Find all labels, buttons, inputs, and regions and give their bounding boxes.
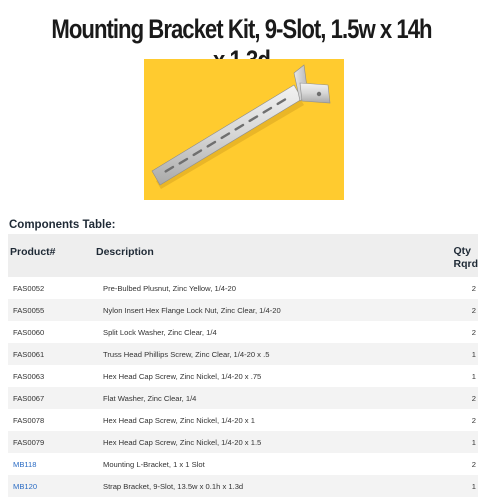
table-row <box>8 475 478 497</box>
product-description: Mounting L-Bracket, 1 x 1 Slot <box>103 459 205 469</box>
table-row <box>8 431 478 453</box>
slotted-strap-bracket-icon <box>144 59 344 200</box>
table-row <box>8 277 478 299</box>
quantity-required: 1 <box>454 475 479 497</box>
table-row <box>8 387 478 409</box>
table-row <box>8 453 478 475</box>
product-description: Flat Washer, Zinc Clear, 1/4 <box>96 387 454 409</box>
column-header-qty-line2: Rqrd <box>453 258 478 270</box>
product-description: Truss Head Phillips Screw, Zinc Clear, 1/4-20 x .5 <box>96 343 454 365</box>
quantity-required: 2 <box>471 459 476 469</box>
column-header-product: Product# <box>8 234 96 277</box>
column-header-qty-line1: Qty <box>453 245 472 257</box>
column-header-qty <box>454 234 479 277</box>
table-row <box>8 365 478 387</box>
product-description: Nylon Insert Hex Flange Lock Nut, Zinc Clear, 1/4-20 <box>96 299 454 321</box>
components-table <box>8 234 478 497</box>
product-number: FAS0063 <box>13 371 45 381</box>
column-header-description: Description <box>96 234 454 277</box>
quantity-required: 2 <box>454 299 479 321</box>
table-row <box>8 409 478 431</box>
quantity-required: 1 <box>454 431 479 453</box>
product-number: FAS0055 <box>8 299 96 321</box>
product-number: FAS0067 <box>8 387 96 409</box>
table-header-row <box>8 234 478 277</box>
product-description: Hex Head Cap Screw, Zinc Nickel, 1/4-20 x 1 <box>103 415 255 425</box>
product-number: FAS0060 <box>13 327 45 337</box>
product-number: FAS0061 <box>8 343 96 365</box>
quantity-required: 2 <box>471 327 476 337</box>
product-number: FAS0078 <box>13 415 45 425</box>
product-image <box>144 59 344 200</box>
page-title: Mounting Bracket Kit, 9-Slot, 1.5w x 14h <box>51 14 432 44</box>
quantity-required: 2 <box>471 415 476 425</box>
table-row <box>8 299 478 321</box>
quantity-required: 1 <box>454 343 479 365</box>
table-row <box>8 343 478 365</box>
product-number: FAS0052 <box>13 283 45 293</box>
quantity-required: 2 <box>454 387 479 409</box>
components-table-heading: Components Table: <box>9 219 116 231</box>
product-description: Split Lock Washer, Zinc Clear, 1/4 <box>103 327 217 337</box>
product-link-mb120[interactable]: MB120 <box>8 475 96 497</box>
product-description: Strap Bracket, 9-Slot, 13.5w x 0.1h x 1.3d <box>96 475 454 497</box>
product-description: Hex Head Cap Screw, Zinc Nickel, 1/4-20 x .75 <box>103 371 262 381</box>
quantity-required: 2 <box>471 283 476 293</box>
product-description: Pre-Bulbed Plusnut, Zinc Yellow, 1/4-20 <box>103 283 236 293</box>
quantity-required: 1 <box>471 371 476 381</box>
product-description: Hex Head Cap Screw, Zinc Nickel, 1/4-20 x 1.5 <box>96 431 454 453</box>
table-row <box>8 321 478 343</box>
product-link-mb118[interactable]: MB118 <box>13 459 37 469</box>
product-number: FAS0079 <box>8 431 96 453</box>
